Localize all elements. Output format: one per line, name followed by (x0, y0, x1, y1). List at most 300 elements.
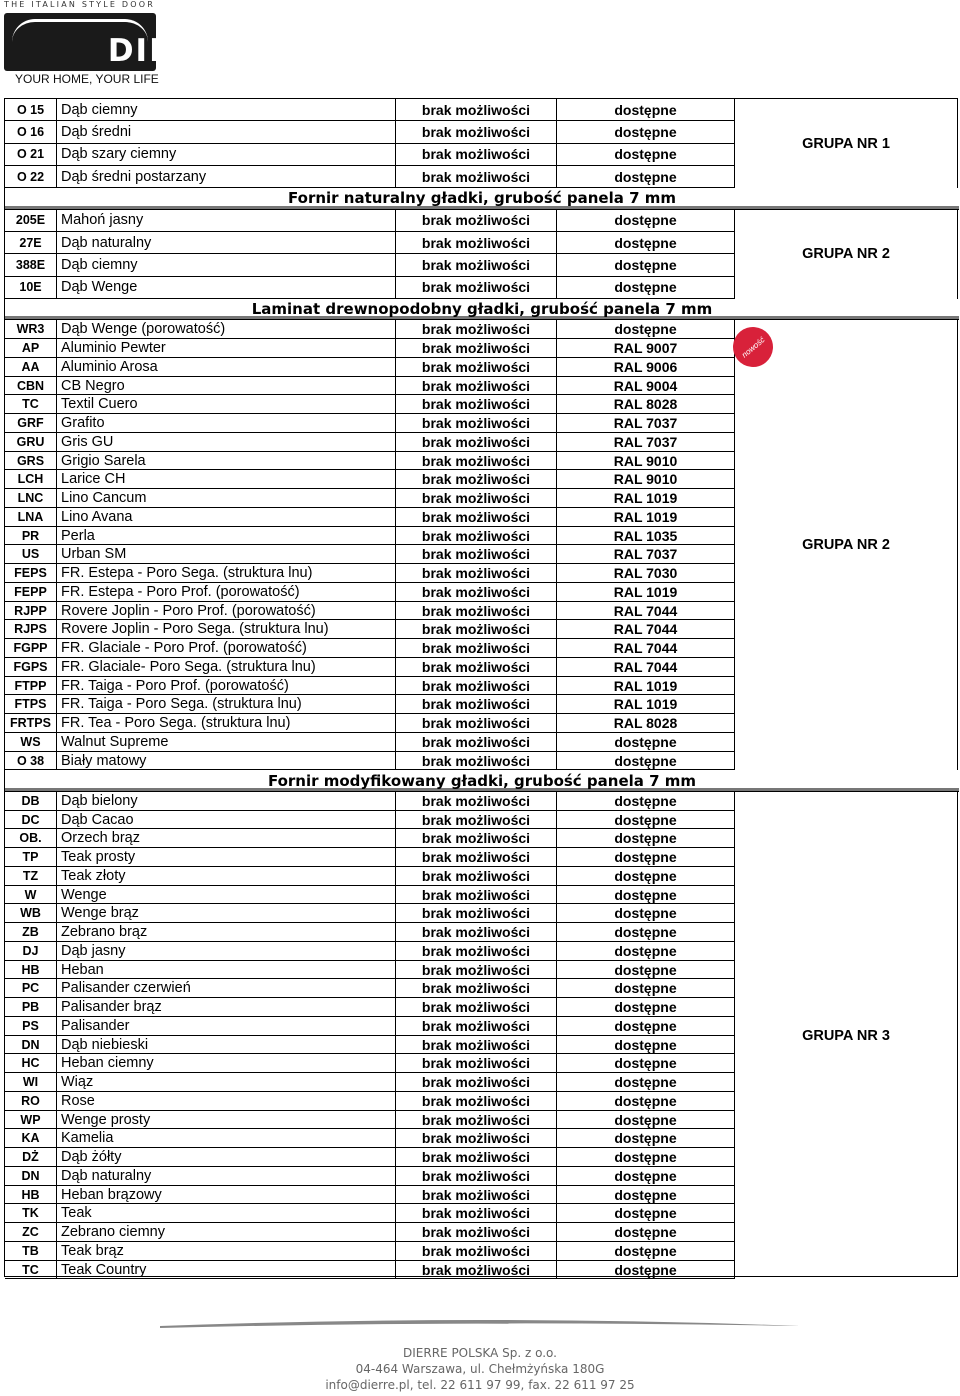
row-status: RAL 7044 (557, 620, 735, 639)
table-row (5, 620, 735, 639)
table-row (5, 1017, 735, 1036)
row-code: LNA (5, 508, 57, 527)
table-row (5, 144, 735, 166)
row-status: dostępne (557, 792, 735, 811)
row-name: Dąb naturalny (57, 232, 396, 254)
row-status: RAL 9010 (557, 452, 735, 471)
row-status: RAL 7030 (557, 564, 735, 583)
table-row (5, 358, 735, 377)
row-code: TZ (5, 867, 57, 886)
row-status: dostępne (557, 886, 735, 905)
table-row (5, 829, 735, 848)
row-option: brak możliwości (396, 829, 557, 848)
row-name: FR. Glaciale - Poro Prof. (porowatość) (57, 639, 396, 658)
row-name: Perla (57, 527, 396, 546)
row-name: Rovere Joplin - Poro Prof. (porowatość) (57, 602, 396, 621)
row-code: W (5, 886, 57, 905)
row-code: LCH (5, 470, 57, 489)
table-row (5, 1223, 735, 1242)
row-option: brak możliwości (396, 545, 557, 564)
row-code: FEPP (5, 583, 57, 602)
footer-contact: info@dierre.pl, tel. 22 611 97 99, fax. 22 611 97 25 (325, 1378, 635, 1392)
row-code: CBN (5, 377, 57, 396)
row-status: RAL 1019 (557, 508, 735, 527)
row-status: RAL 7037 (557, 414, 735, 433)
row-status: dostępne (557, 1092, 735, 1111)
table-row (5, 489, 735, 508)
table-row (5, 1148, 735, 1167)
row-option: brak możliwości (396, 942, 557, 961)
row-name: Heban (57, 961, 396, 980)
row-option: brak możliwości (396, 848, 557, 867)
row-code: PC (5, 979, 57, 998)
table-row (5, 254, 735, 276)
row-code: O 16 (5, 121, 57, 143)
row-code: DN (5, 1036, 57, 1055)
row-status: dostępne (557, 277, 735, 299)
row-option: brak możliwości (396, 1036, 557, 1055)
row-name: FR. Estepa - Poro Prof. (porowatość) (57, 583, 396, 602)
row-status: dostępne (557, 210, 735, 232)
row-status: dostępne (557, 144, 735, 166)
row-code: WI (5, 1073, 57, 1092)
row-name: Palisander brąz (57, 998, 396, 1017)
row-code: O 15 (5, 99, 57, 121)
table-row (5, 961, 735, 980)
row-option: brak możliwości (396, 395, 557, 414)
row-name: Dąb ciemny (57, 254, 396, 276)
row-status: dostępne (557, 1148, 735, 1167)
row-status: RAL 1035 (557, 527, 735, 546)
row-name: Mahoń jasny (57, 210, 396, 232)
row-code: TC (5, 395, 57, 414)
row-status: RAL 7044 (557, 658, 735, 677)
row-status: dostępne (557, 1111, 735, 1130)
row-option: brak możliwości (396, 1242, 557, 1261)
row-status: RAL 1019 (557, 489, 735, 508)
table-row (5, 658, 735, 677)
row-code: HB (5, 961, 57, 980)
row-option: brak możliwości (396, 1204, 557, 1223)
row-status: RAL 9010 (557, 470, 735, 489)
row-option: brak możliwości (396, 210, 557, 232)
table-row (5, 320, 735, 339)
row-option: brak możliwości (396, 979, 557, 998)
row-code: ZC (5, 1223, 57, 1242)
row-name: Textil Cuero (57, 395, 396, 414)
row-status: dostępne (557, 1073, 735, 1092)
row-option: brak możliwości (396, 564, 557, 583)
row-name: Aluminio Arosa (57, 358, 396, 377)
row-code: TC (5, 1261, 57, 1280)
table-row (5, 1054, 735, 1073)
row-status: dostępne (557, 1167, 735, 1186)
table-row (5, 452, 735, 471)
row-option: brak możliwości (396, 583, 557, 602)
table-row (5, 979, 735, 998)
row-status: RAL 8028 (557, 714, 735, 733)
row-code: OB. (5, 829, 57, 848)
row-status: dostępne (557, 320, 735, 339)
table-row (5, 583, 735, 602)
table-row (5, 166, 735, 188)
row-option: brak możliwości (396, 1186, 557, 1205)
row-code: DJ (5, 942, 57, 961)
row-option: brak możliwości (396, 1167, 557, 1186)
table-row (5, 564, 735, 583)
row-option: brak możliwości (396, 433, 557, 452)
footer-divider (160, 1316, 800, 1334)
table-row (5, 867, 735, 886)
row-option: brak możliwości (396, 695, 557, 714)
row-name: FR. Taiga - Poro Prof. (porowatość) (57, 677, 396, 696)
row-status: dostępne (557, 1036, 735, 1055)
row-option: brak możliwości (396, 792, 557, 811)
row-status: dostępne (557, 1261, 735, 1280)
row-code: 388E (5, 254, 57, 276)
row-name: Palisander (57, 1017, 396, 1036)
row-status: RAL 8028 (557, 395, 735, 414)
table-row (5, 377, 735, 396)
row-code: WS (5, 733, 57, 752)
row-name: Dąb średni (57, 121, 396, 143)
row-option: brak możliwości (396, 867, 557, 886)
table-row (5, 886, 735, 905)
row-name: Dąb naturalny (57, 1167, 396, 1186)
group-label: GRUPA NR 3 (802, 1027, 890, 1044)
row-status: dostępne (557, 232, 735, 254)
row-code: RJPS (5, 620, 57, 639)
row-option: brak możliwości (396, 470, 557, 489)
row-status: dostępne (557, 752, 735, 771)
row-status: dostępne (557, 733, 735, 752)
row-name: Teak złoty (57, 867, 396, 886)
table-row (5, 1092, 735, 1111)
row-option: brak możliwości (396, 508, 557, 527)
row-option: brak możliwości (396, 358, 557, 377)
row-code: AA (5, 358, 57, 377)
row-status: dostępne (557, 1129, 735, 1148)
row-code: LNC (5, 489, 57, 508)
logo-slogan: YOUR HOME, YOUR LIFE (15, 72, 159, 86)
row-name: Lino Avana (57, 508, 396, 527)
table-row (5, 639, 735, 658)
row-option: brak możliwości (396, 1092, 557, 1111)
row-option: brak możliwości (396, 527, 557, 546)
row-status: RAL 7044 (557, 602, 735, 621)
row-code: AP (5, 339, 57, 358)
row-name: Palisander czerwień (57, 979, 396, 998)
table-row (5, 904, 735, 923)
row-code: PR (5, 527, 57, 546)
row-status: RAL 9004 (557, 377, 735, 396)
row-code: O 21 (5, 144, 57, 166)
row-status: dostępne (557, 998, 735, 1017)
row-option: brak możliwości (396, 1017, 557, 1036)
row-name: Zebrano ciemny (57, 1223, 396, 1242)
row-status: RAL 1019 (557, 583, 735, 602)
table-row (5, 1073, 735, 1092)
row-option: brak możliwości (396, 414, 557, 433)
row-code: US (5, 545, 57, 564)
row-code: HC (5, 1054, 57, 1073)
row-code: GRS (5, 452, 57, 471)
row-name: Urban SM (57, 545, 396, 564)
row-name: Dąb jasny (57, 942, 396, 961)
row-status: RAL 9007 (557, 339, 735, 358)
row-status: dostępne (557, 166, 735, 188)
row-option: brak możliwości (396, 602, 557, 621)
row-name: Teak (57, 1204, 396, 1223)
row-name: FR. Glaciale- Poro Sega. (struktura lnu) (57, 658, 396, 677)
row-option: brak możliwości (396, 232, 557, 254)
logo-mark (4, 13, 248, 71)
row-code: RJPP (5, 602, 57, 621)
row-code: FEPS (5, 564, 57, 583)
row-status: dostępne (557, 829, 735, 848)
row-option: brak możliwości (396, 339, 557, 358)
row-status: RAL 7037 (557, 545, 735, 564)
table-row (5, 99, 735, 121)
footer-address: 04-464 Warszawa, ul. Chełmżyńska 180G (355, 1362, 605, 1376)
row-option: brak możliwości (396, 1054, 557, 1073)
row-code: DB (5, 792, 57, 811)
table-row (5, 1204, 735, 1223)
row-option: brak możliwości (396, 886, 557, 905)
row-name: FR. Tea - Poro Sega. (struktura lnu) (57, 714, 396, 733)
row-option: brak możliwości (396, 658, 557, 677)
table-row (5, 811, 735, 830)
row-status: dostępne (557, 811, 735, 830)
row-code: TK (5, 1204, 57, 1223)
table-row (5, 695, 735, 714)
row-name: Aluminio Pewter (57, 339, 396, 358)
row-name: Grafito (57, 414, 396, 433)
row-code: 10E (5, 277, 57, 299)
row-name: Biały matowy (57, 752, 396, 771)
row-code: FRTPS (5, 714, 57, 733)
row-name: Wenge brąz (57, 904, 396, 923)
row-status: RAL 7044 (557, 639, 735, 658)
row-name: Walnut Supreme (57, 733, 396, 752)
row-name: Teak Country (57, 1261, 396, 1280)
row-option: brak możliwości (396, 923, 557, 942)
row-code: FGPP (5, 639, 57, 658)
row-status: dostępne (557, 1054, 735, 1073)
row-status: dostępne (557, 121, 735, 143)
row-name: Gris GU (57, 433, 396, 452)
table-row (5, 1129, 735, 1148)
row-status: dostępne (557, 904, 735, 923)
row-name: Kamelia (57, 1129, 396, 1148)
table-row (5, 752, 735, 771)
table-row (5, 1036, 735, 1055)
row-status: dostępne (557, 1186, 735, 1205)
row-code: PS (5, 1017, 57, 1036)
row-code: GRU (5, 433, 57, 452)
row-name: CB Negro (57, 377, 396, 396)
section-header (5, 770, 959, 792)
table-row (5, 602, 735, 621)
table-row (5, 848, 735, 867)
row-name: Dąb Wenge (porowatość) (57, 320, 396, 339)
section-header (5, 188, 959, 210)
row-name: Rovere Joplin - Poro Sega. (struktura lnu) (57, 620, 396, 639)
row-option: brak możliwości (396, 1129, 557, 1148)
row-option: brak możliwości (396, 377, 557, 396)
row-status: RAL 1019 (557, 695, 735, 714)
row-code: FGPS (5, 658, 57, 677)
row-name: Grigio Sarela (57, 452, 396, 471)
row-name: Heban ciemny (57, 1054, 396, 1073)
row-option: brak możliwości (396, 733, 557, 752)
table-row (5, 210, 735, 232)
row-option: brak możliwości (396, 166, 557, 188)
row-option: brak możliwości (396, 677, 557, 696)
row-option: brak możliwości (396, 1148, 557, 1167)
table-row (5, 677, 735, 696)
row-code: DN (5, 1167, 57, 1186)
row-code: FTPS (5, 695, 57, 714)
row-option: brak możliwości (396, 1073, 557, 1092)
row-option: brak możliwości (396, 752, 557, 771)
footer (0, 1345, 960, 1393)
row-code: 27E (5, 232, 57, 254)
table-row (5, 1261, 735, 1280)
row-option: brak możliwości (396, 714, 557, 733)
table-row (5, 508, 735, 527)
dierre-logo (4, 0, 248, 86)
row-code: FTPP (5, 677, 57, 696)
row-option: brak możliwości (396, 620, 557, 639)
row-name: Teak prosty (57, 848, 396, 867)
row-name: Orzech brąz (57, 829, 396, 848)
row-status: dostępne (557, 1223, 735, 1242)
table-row (5, 792, 735, 811)
table-row (5, 733, 735, 752)
table-row (5, 470, 735, 489)
row-name: Heban brązowy (57, 1186, 396, 1205)
row-status: dostępne (557, 1242, 735, 1261)
row-name: Dąb bielony (57, 792, 396, 811)
row-name: Wenge (57, 886, 396, 905)
row-code: DC (5, 811, 57, 830)
row-code: HB (5, 1186, 57, 1205)
table-row (5, 232, 735, 254)
row-name: Dąb Cacao (57, 811, 396, 830)
table-row (5, 1167, 735, 1186)
table-row (5, 339, 735, 358)
row-option: brak możliwości (396, 254, 557, 276)
table-row (5, 545, 735, 564)
row-name: Dąb Wenge (57, 277, 396, 299)
table-row (5, 121, 735, 143)
row-name: Zebrano brąz (57, 923, 396, 942)
row-option: brak możliwości (396, 1261, 557, 1280)
table-row (5, 942, 735, 961)
row-status: RAL 9006 (557, 358, 735, 377)
row-option: brak możliwości (396, 998, 557, 1017)
row-status: dostępne (557, 942, 735, 961)
row-option: brak możliwości (396, 452, 557, 471)
row-code: TP (5, 848, 57, 867)
table-row (5, 923, 735, 942)
table-row (5, 277, 735, 299)
row-option: brak możliwości (396, 1111, 557, 1130)
row-code: O 22 (5, 166, 57, 188)
row-option: brak możliwości (396, 121, 557, 143)
price-table (4, 98, 958, 1277)
row-code: O 38 (5, 752, 57, 771)
row-option: brak możliwości (396, 277, 557, 299)
group-label: GRUPA NR 1 (802, 135, 890, 152)
section-title: Fornir modyfikowany gładki, grubość panela 7 mm (267, 771, 697, 790)
row-name: Dąb ciemny (57, 99, 396, 121)
table-row (5, 714, 735, 733)
group-label: GRUPA NR 2 (802, 537, 890, 554)
row-status: dostępne (557, 848, 735, 867)
row-name: Wiąz (57, 1073, 396, 1092)
logo-tagline: THE ITALIAN STYLE DOOR (4, 0, 156, 9)
row-name: FR. Taiga - Poro Sega. (struktura lnu) (57, 695, 396, 714)
group-label: GRUPA NR 2 (802, 246, 890, 263)
row-option: brak możliwości (396, 811, 557, 830)
row-name: Wenge prosty (57, 1111, 396, 1130)
row-status: dostępne (557, 1204, 735, 1223)
row-name: Rose (57, 1092, 396, 1111)
row-code: WB (5, 904, 57, 923)
row-option: brak możliwości (396, 961, 557, 980)
logo-brand: DIERRE (107, 33, 248, 69)
row-option: brak możliwości (396, 639, 557, 658)
row-status: dostępne (557, 1017, 735, 1036)
section-title: Fornir naturalny gładki, grubość panela 7 mm (288, 189, 676, 208)
row-status: RAL 1019 (557, 677, 735, 696)
section-title: Laminat drewnopodobny gładki, grubość panela 7 mm (251, 300, 713, 319)
row-code: ZB (5, 923, 57, 942)
row-name: Dąb szary ciemny (57, 144, 396, 166)
section-header (5, 299, 959, 321)
table-row (5, 1111, 735, 1130)
row-name: Dąb żółty (57, 1148, 396, 1167)
new-badge: nowość (725, 319, 781, 375)
row-name: FR. Estepa - Poro Sega. (struktura lnu) (57, 564, 396, 583)
row-status: RAL 7037 (557, 433, 735, 452)
row-code: RO (5, 1092, 57, 1111)
row-option: brak możliwości (396, 904, 557, 923)
row-code: DŻ (5, 1148, 57, 1167)
row-option: brak możliwości (396, 1223, 557, 1242)
row-status: dostępne (557, 923, 735, 942)
table-row (5, 527, 735, 546)
row-status: dostępne (557, 961, 735, 980)
table-row (5, 414, 735, 433)
row-code: WP (5, 1111, 57, 1130)
table-row (5, 1186, 735, 1205)
row-name: Dąb niebieski (57, 1036, 396, 1055)
row-code: GRF (5, 414, 57, 433)
row-status: dostępne (557, 99, 735, 121)
row-option: brak możliwości (396, 99, 557, 121)
row-code: TB (5, 1242, 57, 1261)
row-option: brak możliwości (396, 489, 557, 508)
row-name: Dąb średni postarzany (57, 166, 396, 188)
row-status: dostępne (557, 979, 735, 998)
footer-company: DIERRE POLSKA Sp. z o.o. (403, 1346, 557, 1360)
row-code: WR3 (5, 320, 57, 339)
table-row (5, 433, 735, 452)
row-status: dostępne (557, 867, 735, 886)
